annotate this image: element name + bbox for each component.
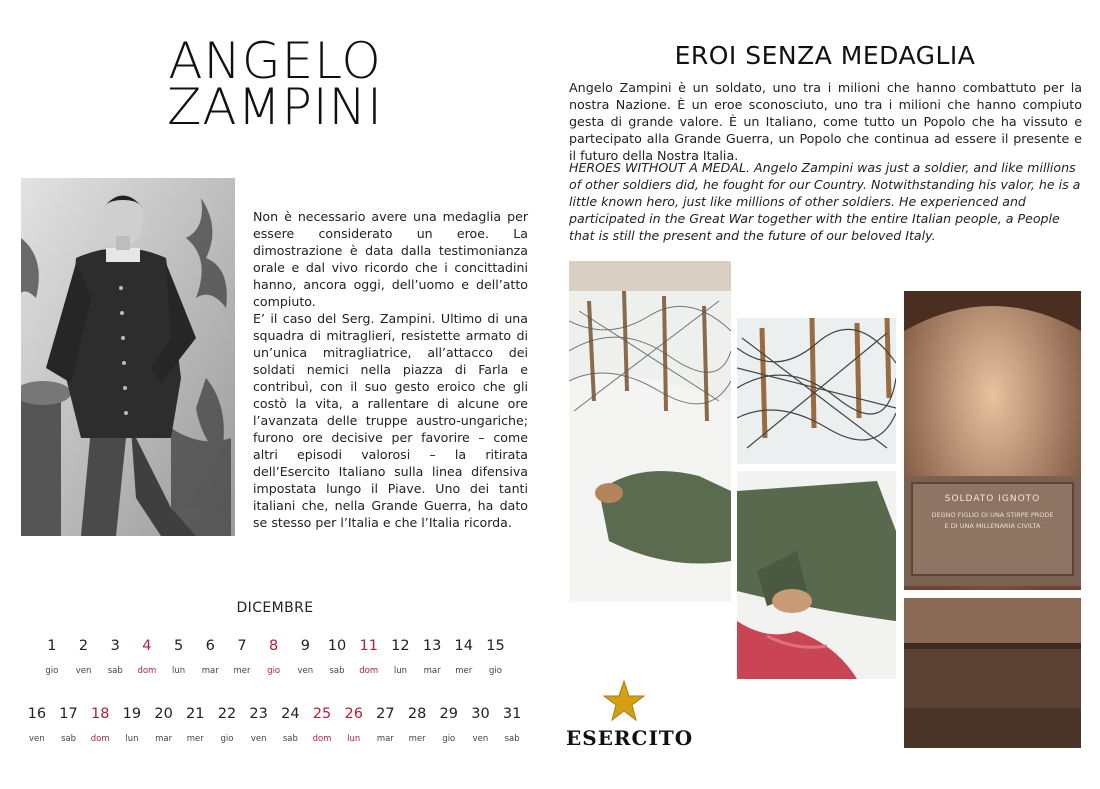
calendar-day-number: 17 (59, 706, 78, 722)
calendar-weekday: mar (376, 734, 394, 744)
star-icon (603, 680, 645, 722)
calendar-day-number: 28 (407, 706, 427, 722)
calendar-weekday: lun (172, 666, 186, 676)
calendar-day (163, 638, 195, 676)
calendar-weekday: mer (186, 734, 204, 744)
english-text: HEROES WITHOUT A MEDAL. Angelo Zampini was just a soldier, and like millions of other soldiers did, he fought for our Country. Notwithstanding his valor, he is a little known hero, just like millions of other soldiers. He experienced and participated in the Great War together with the entire Italian people, a People that is still the present and the future of our beloved Italy. (569, 160, 1081, 243)
calendar-weekday: mer (233, 666, 251, 676)
calendar-day-number: 11 (359, 638, 378, 654)
calendar-weekday: sab (107, 666, 123, 676)
calendar-weekday: mar (155, 734, 173, 744)
calendar-day (36, 638, 68, 676)
calendar-day-number: 23 (249, 706, 268, 722)
calendar-day-number: 16 (27, 706, 47, 722)
calendar-weekday: lun (125, 734, 139, 744)
calendar-day (433, 706, 465, 744)
tomb-label: SOLDATO IGNOTO (944, 494, 1041, 504)
calendar-day (226, 638, 258, 676)
tomb-inscription-1: DEGNO FIGLIO DI UNA STIRPE PRODE (931, 511, 1054, 519)
calendar-day-number: 27 (376, 706, 395, 722)
painting-barbed-wire-detail-image (737, 318, 896, 464)
calendar-day (416, 638, 448, 676)
calendar-weekday: ven (472, 734, 489, 744)
calendar-day-number: 4 (142, 638, 152, 654)
calendar-day (116, 706, 148, 744)
calendar-day (21, 706, 53, 744)
calendar-day-number: 5 (173, 638, 184, 654)
calendar-day (385, 638, 417, 676)
name-first: ANGELO (168, 32, 382, 90)
calendar-day (68, 638, 100, 676)
calendar-day (401, 706, 433, 744)
calendar-weekday: ven (297, 666, 314, 676)
calendar-day-number: 1 (47, 638, 57, 654)
calendar-day (338, 706, 370, 744)
bio-paragraph-1: Non è necessario avere una medaglia per essere considerato un eroe. La dimostrazione è data dalla testimonianza orale e dal vivo ricordo che i concittadini hanno, ancora oggi, dell’uomo e dell’atto compiuto. (253, 209, 528, 309)
calendar-weekday: gio (267, 666, 281, 676)
calendar-day-number: 18 (90, 706, 110, 722)
calendar-day-number: 25 (312, 706, 332, 722)
calendar-day-number: 8 (269, 638, 279, 654)
calendar-day-number: 20 (154, 706, 173, 722)
calendar-day-number: 14 (454, 638, 473, 654)
painting-barbed-wire-image (569, 261, 731, 602)
tomb-inscription-2: E DI UNA MILLENARIA CIVILTA (944, 522, 1041, 530)
calendar-day (321, 638, 353, 676)
calendar-day-number: 3 (110, 638, 120, 654)
calendar-weekday: ven (29, 734, 45, 744)
tomb-unknown-soldier-image (904, 291, 1081, 590)
calendar-weekday: sab (504, 734, 520, 744)
calendar-day-number: 7 (237, 638, 247, 654)
calendar-weekday: gio (220, 734, 234, 744)
calendar-day-number: 15 (486, 638, 505, 654)
soldier-name (150, 32, 400, 136)
calendar-day-number: 10 (327, 638, 347, 654)
tomb-base-image (904, 598, 1081, 748)
calendar-weekday: gio (488, 666, 502, 676)
calendar-weekday: dom (359, 666, 379, 676)
calendar-day (243, 706, 275, 744)
calendar-weekday: gio (45, 666, 59, 676)
calendar-day (370, 706, 402, 744)
italian-text: Angelo Zampini è un soldato, uno tra i milioni che hanno combattuto per la nostra Nazione. È un eroe sconosciuto, uno tra i milioni che hanno compiuto gesta di grande valore. È un Italiano, come tutto un Popolo che ha vissuto e partecipato alla Grande Guerra, un Popolo che continua ad essere il presente e il futuro della Nostra Italia. (569, 80, 1082, 163)
calendar-weekday: sab (282, 734, 298, 744)
calendar-day-number: 29 (439, 706, 458, 722)
calendar-weekday: ven (250, 734, 267, 744)
bio-paragraph-2: E’ il caso del Serg. Zampini. Ultimo di una squadra di mitraglieri, resistette armato di un’unica mitragliatrice, all’attacco dei soldati nemici nella piazza di Farla e contribuì, con il suo gesto eroico che gli costò la vita, a rallentare di alcune ore l’avanzata delle truppe austro-ungariche; furono ore decisive per favorire – come altri episodi valorosi – la ritirata dell’Esercito Italiano sulla linea difensiva impostata lungo il Piave. Uno dei tanti italiani che, nella Grande Guerra, ha dato se stesso per l’Italia e che l’Italia ricorda. (253, 311, 528, 530)
calendar-day (194, 638, 226, 676)
calendar-day (258, 638, 290, 676)
calendar-weekday: mer (455, 666, 473, 676)
soldier-portrait (21, 178, 235, 536)
calendar-weekday: dom (90, 734, 110, 744)
calendar-weekday: lun (347, 734, 361, 744)
biography-text (253, 208, 528, 531)
calendar-day (131, 638, 163, 676)
calendar-weekday: mar (423, 666, 441, 676)
calendar-day-number: 24 (281, 706, 300, 722)
calendar-day (353, 638, 385, 676)
calendar-day-number: 21 (186, 706, 205, 722)
page-heading: EROI SENZA MEDAGLIA (674, 41, 976, 70)
calendar-day-number: 22 (217, 706, 237, 722)
calendar-day-number: 30 (471, 706, 490, 722)
calendar-weekday: lun (393, 666, 407, 676)
esercito-logo-text: ESERCITO (566, 726, 694, 750)
calendar-day-number: 19 (122, 706, 142, 722)
calendar-weekday: sab (61, 734, 77, 744)
calendar-weekday: dom (312, 734, 332, 744)
calendar-day (465, 706, 497, 744)
calendar-day-number: 31 (502, 706, 522, 722)
calendar-day (480, 638, 512, 676)
painting-fallen-soldier-image (737, 471, 896, 679)
calendar-weekday: sab (329, 666, 345, 676)
calendar-day (148, 706, 180, 744)
calendar-day (211, 706, 243, 744)
calendar-row-1 (36, 638, 511, 676)
calendar-day-number: 6 (205, 638, 215, 654)
calendar-day (306, 706, 338, 744)
calendar-day (99, 638, 131, 676)
calendar-day (496, 706, 528, 744)
calendar-day-number: 12 (391, 638, 410, 654)
calendar-weekday: mer (408, 734, 426, 744)
calendar-day (448, 638, 480, 676)
calendar-day-number: 13 (422, 638, 442, 654)
calendar-weekday: gio (442, 734, 456, 744)
calendar-weekday: mar (201, 666, 219, 676)
calendar-row-2 (21, 706, 528, 744)
calendar-day (179, 706, 211, 744)
calendar-day (275, 706, 307, 744)
calendar-day-number: 26 (344, 706, 363, 722)
calendar-day-number: 9 (300, 638, 310, 654)
calendar-weekday: dom (137, 666, 157, 676)
name-last: ZAMPINI (167, 78, 383, 136)
calendar-day (53, 706, 85, 744)
calendar-day (84, 706, 116, 744)
calendar-weekday: ven (75, 666, 92, 676)
calendar-day-number: 2 (78, 638, 89, 654)
calendar-day (290, 638, 322, 676)
calendar-month: DICEMBRE (236, 600, 314, 616)
